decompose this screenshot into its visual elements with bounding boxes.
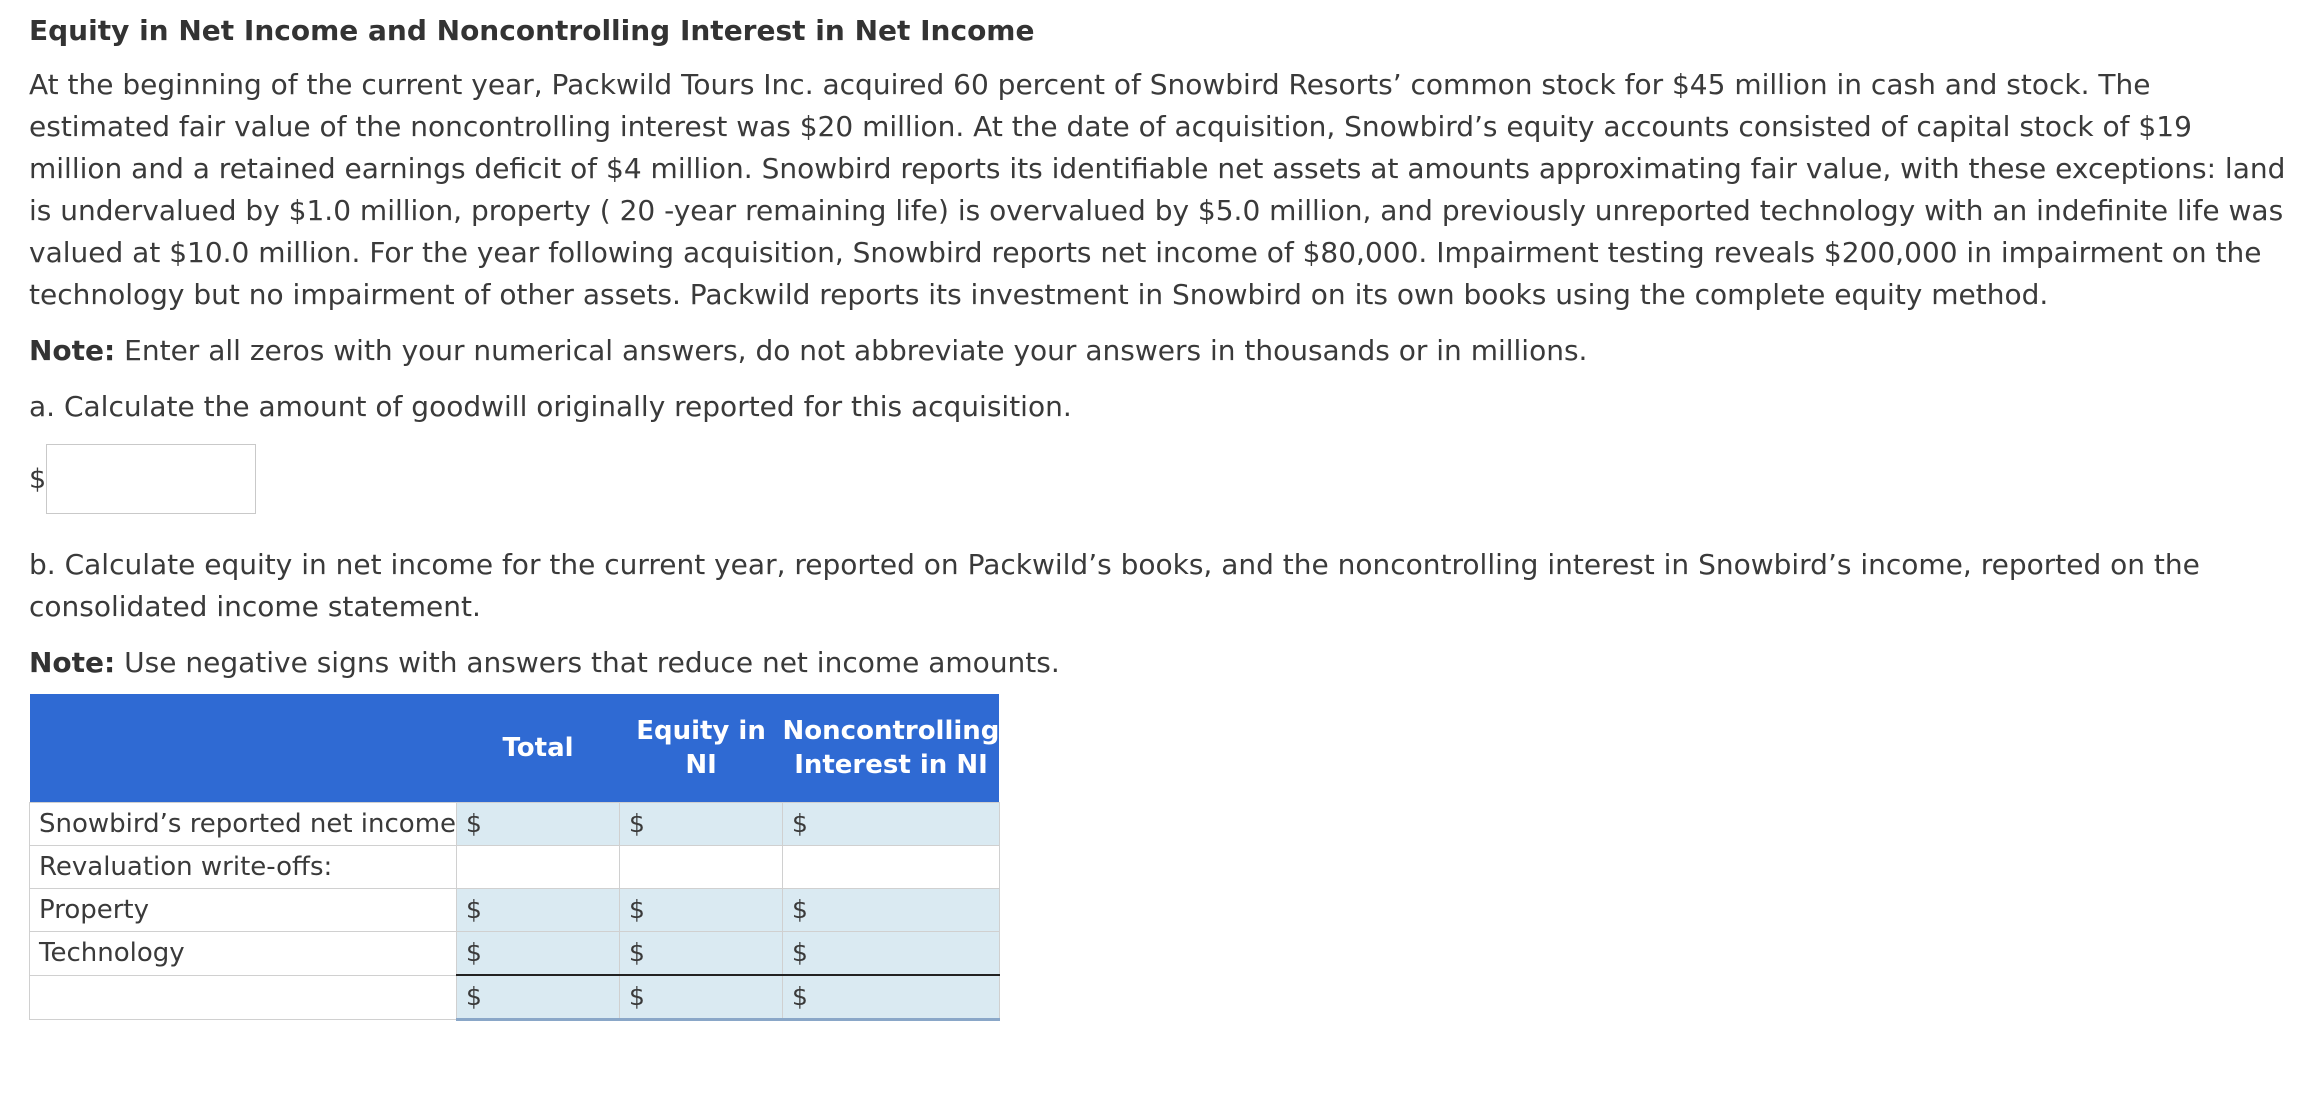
question-a: a. Calculate the amount of goodwill originally reported for this acquisition. — [29, 390, 1072, 423]
table-row — [30, 846, 1000, 889]
header-nci-line2: Interest in NI — [794, 750, 988, 780]
note-label: Note: — [29, 334, 116, 367]
nci-reported-net-income-input[interactable] — [783, 803, 1000, 846]
note-text: Enter all zeros with your numerical answers, do not abbreviate your answers in thousands or in millions. — [115, 334, 1588, 367]
currency-symbol: $ — [466, 982, 482, 1011]
note-negative-signs — [29, 642, 2290, 684]
total-sum-input[interactable] — [457, 975, 620, 1020]
problem-title: Equity in Net Income and Noncontrolling Interest in Net Income — [29, 14, 1035, 47]
table-row — [30, 889, 1000, 932]
nci-property-input[interactable] — [783, 889, 1000, 932]
question-b: b. Calculate equity in net income for the current year, reported on Packwild’s books, and the noncontrolling interest in Snowbird’s income, reported on the consolidated income statement. — [29, 548, 2200, 623]
nci-technology-input[interactable] — [783, 932, 1000, 976]
header-nci-in-ni — [783, 694, 1000, 803]
equity-ni-table — [29, 694, 1000, 1021]
total-technology-input[interactable] — [457, 932, 620, 976]
total-reported-net-income-input[interactable] — [457, 803, 620, 846]
row-label-property: Property — [30, 889, 457, 932]
equity-property-input[interactable] — [620, 889, 783, 932]
table-row — [30, 803, 1000, 846]
currency-symbol: $ — [629, 938, 645, 967]
row-label-total — [30, 975, 457, 1020]
currency-symbol: $ — [629, 809, 645, 838]
goodwill-answer-row — [29, 442, 2290, 516]
problem-description: At the beginning of the current year, Packwild Tours Inc. acquired 60 percent of Snowbird Resorts’ common stock for $45 million in cash and stock. The estimated fair value of the noncontrolling interest was $20 million. At the date of acquisition, Snowbird’s equity accounts consisted of capital stock of $19 million and a retained earnings deficit of $4 million. Snowbird reports its identifiable net assets at amounts approximating fair value, with these exceptions: land is undervalued by $1.0 million, property ( 20 -year remaining life) is overvalued by $5.0 million, and previously unreported technology with an indefinite life was valued at $10.0 million. For the year following acquisition, Snowbird reports net income of $80,000. Impairment testing reveals $200,000 in impairment on the technology but no impairment of other assets. Packwild reports its investment in Snowbird on its own books using the complete equity method. — [29, 68, 2286, 311]
equity-reported-net-income-input[interactable] — [620, 803, 783, 846]
currency-symbol: $ — [466, 938, 482, 967]
empty-cell — [620, 846, 783, 889]
row-label-technology: Technology — [30, 932, 457, 976]
header-equity-in-ni — [620, 694, 783, 803]
currency-symbol: $ — [466, 809, 482, 838]
currency-symbol: $ — [466, 895, 482, 924]
row-label-reported-net-income: Snowbird’s reported net income — [30, 803, 457, 846]
currency-symbol: $ — [629, 982, 645, 1011]
note-label: Note: — [29, 646, 116, 679]
header-label — [30, 694, 457, 803]
nci-sum-input[interactable] — [783, 975, 1000, 1020]
equity-technology-input[interactable] — [620, 932, 783, 976]
currency-symbol: $ — [792, 938, 808, 967]
currency-symbol: $ — [792, 895, 808, 924]
currency-symbol: $ — [629, 895, 645, 924]
note-text: Use negative signs with answers that reduce net income amounts. — [115, 646, 1060, 679]
table-row — [30, 932, 1000, 976]
row-label-revaluation-write-offs: Revaluation write-offs: — [30, 846, 457, 889]
total-property-input[interactable] — [457, 889, 620, 932]
empty-cell — [457, 846, 620, 889]
equity-sum-input[interactable] — [620, 975, 783, 1020]
header-equity-line1: Equity in — [636, 716, 766, 746]
currency-symbol: $ — [29, 463, 47, 495]
currency-symbol: $ — [792, 982, 808, 1011]
currency-symbol: $ — [792, 809, 808, 838]
header-nci-line1: Noncontrolling — [782, 716, 1000, 746]
empty-cell — [783, 846, 1000, 889]
header-equity-line2: NI — [685, 750, 717, 780]
goodwill-input[interactable] — [46, 444, 256, 514]
header-total: Total — [457, 694, 620, 803]
table-row — [30, 975, 1000, 1020]
note-zeros — [29, 330, 2290, 372]
table-header-row — [30, 694, 1000, 803]
